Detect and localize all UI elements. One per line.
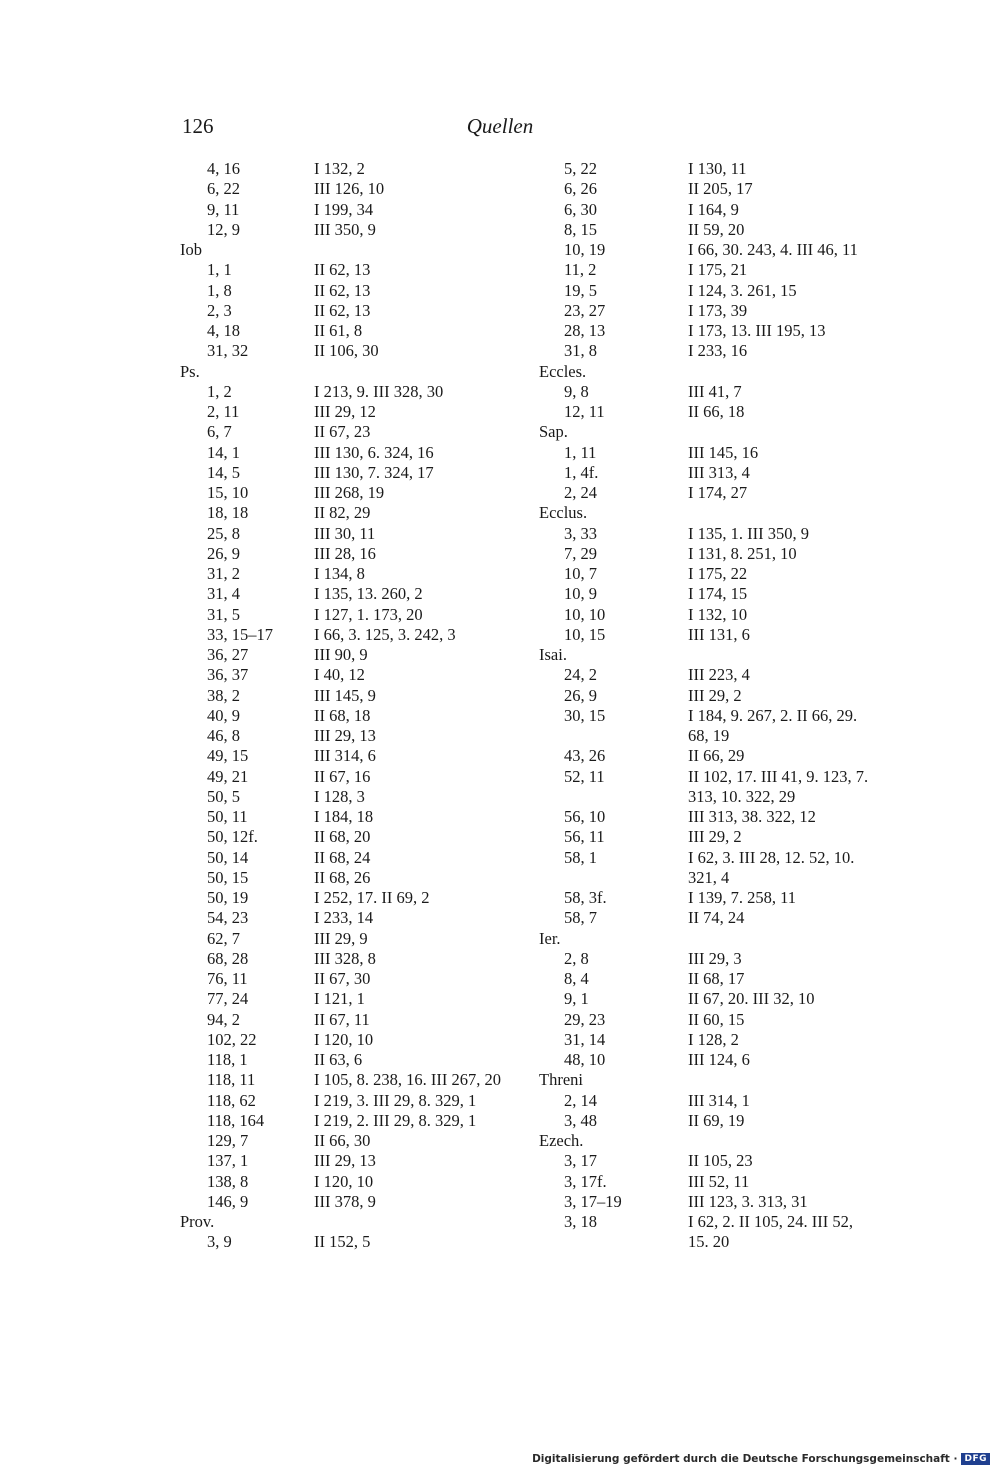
page-locator: 321, 4 [688, 867, 730, 887]
page-locator: III 223, 4 [688, 665, 750, 685]
verse-reference: 2, 11 [207, 402, 240, 421]
page-locator: I 127, 1. 173, 20 [314, 604, 423, 624]
page-locator: II 69, 19 [688, 1110, 745, 1130]
page-locator: II 68, 26 [314, 867, 371, 887]
page-locator: III 131, 6 [688, 624, 750, 644]
verse-reference: 28, 13 [564, 321, 606, 340]
page-locator: I 173, 13. III 195, 13 [688, 321, 826, 340]
page-locator: III 145, 16 [688, 442, 759, 462]
page-locator: I 213, 9. III 328, 30 [314, 381, 444, 401]
page-locator: III 29, 3 [688, 948, 742, 968]
page-locator: III 328, 8 [314, 948, 376, 968]
verse-reference: 1, 1 [207, 260, 232, 280]
page-locator: III 130, 6. 324, 16 [314, 442, 434, 462]
page-locator: II 62, 13 [314, 280, 371, 300]
page-locator: I 233, 16 [688, 341, 748, 361]
page-locator: III 123, 3. 313, 31 [688, 1191, 808, 1211]
book-name: Eccles. [539, 361, 587, 381]
page-locator: III 350, 9 [314, 219, 376, 239]
page-locator: III 314, 6 [314, 746, 376, 766]
verse-reference: 58, 1 [564, 847, 597, 867]
page-locator: III 90, 9 [314, 645, 368, 664]
verse-reference: 9, 11 [207, 199, 240, 219]
verse-reference: 31, 4 [207, 584, 240, 604]
verse-reference: 40, 9 [207, 705, 240, 725]
verse-reference: 14, 1 [207, 442, 240, 462]
verse-reference: 50, 19 [207, 888, 249, 907]
page-locator: I 124, 3. 261, 15 [688, 280, 797, 300]
verse-reference: 3, 33 [564, 523, 597, 543]
page-locator: III 28, 16 [314, 543, 376, 563]
verse-reference: 50, 15 [207, 867, 249, 887]
book-name: Prov. [180, 1212, 215, 1231]
page-locator: II 62, 13 [314, 260, 371, 280]
verse-reference: 118, 164 [207, 1110, 265, 1130]
page-locator: I 132, 10 [688, 604, 748, 624]
verse-reference: 11, 2 [564, 260, 597, 280]
verse-reference: 10, 9 [564, 584, 597, 604]
verse-reference: 1, 2 [207, 381, 232, 401]
dfg-logo: DFG [961, 1453, 990, 1465]
verse-reference: 138, 8 [207, 1171, 249, 1191]
page-locator: I 139, 7. 258, 11 [688, 888, 797, 907]
page-locator: 15. 20 [688, 1232, 730, 1252]
page-locator: I 66, 30. 243, 4. III 46, 11 [688, 240, 858, 259]
verse-reference: 10, 7 [564, 564, 597, 583]
verse-reference: 76, 11 [207, 969, 248, 988]
verse-reference: 10, 15 [564, 624, 606, 644]
page-locator: II 67, 20. III 32, 10 [688, 989, 815, 1009]
verse-reference: 4, 16 [207, 159, 240, 178]
page-locator: I 130, 11 [688, 159, 747, 178]
page-locator: II 63, 6 [314, 1050, 363, 1069]
verse-reference: 15, 10 [207, 483, 249, 502]
verse-reference: 3, 18 [564, 1212, 597, 1231]
page-locator: II 66, 18 [688, 402, 745, 421]
page-locator: II 74, 24 [688, 908, 745, 928]
verse-reference: 54, 23 [207, 908, 249, 928]
verse-reference: 31, 14 [564, 1029, 606, 1049]
page-locator: II 68, 24 [314, 847, 371, 867]
page-locator: III 314, 1 [688, 1090, 750, 1110]
page-locator: 68, 19 [688, 726, 730, 745]
page-locator: I 219, 3. III 29, 8. 329, 1 [314, 1090, 477, 1110]
verse-reference: 2, 8 [564, 948, 589, 968]
verse-reference: 50, 12f. [207, 827, 258, 847]
page-locator: I 40, 12 [314, 665, 365, 685]
book-name: Sap. [539, 422, 568, 442]
verse-reference: 29, 23 [564, 1009, 606, 1029]
verse-reference: 137, 1 [207, 1151, 249, 1171]
verse-reference: 2, 3 [207, 300, 232, 320]
page-locator: I 131, 8. 251, 10 [688, 543, 797, 563]
verse-reference: 2, 14 [564, 1090, 597, 1110]
verse-reference: 49, 21 [207, 766, 249, 786]
page-locator: II 59, 20 [688, 219, 745, 239]
page-locator: II 68, 17 [688, 969, 745, 988]
page-locator: I 184, 9. 267, 2. II 66, 29. [688, 705, 858, 725]
page-locator: III 30, 11 [314, 523, 376, 543]
verse-reference: 12, 9 [207, 219, 240, 239]
verse-reference: 5, 22 [564, 159, 597, 178]
verse-reference: 30, 15 [564, 705, 606, 725]
book-name: Ps. [180, 361, 200, 381]
verse-reference: 10, 10 [564, 604, 606, 624]
page-locator: II 106, 30 [314, 341, 379, 361]
page-locator: II 67, 16 [314, 766, 371, 786]
verse-reference: 3, 9 [207, 1232, 232, 1252]
page-locator: III 41, 7 [688, 381, 742, 401]
verse-reference: 118, 1 [207, 1050, 248, 1069]
page-locator: II 67, 30 [314, 969, 371, 988]
page-locator: II 205, 17 [688, 179, 753, 199]
page-locator: III 313, 38. 322, 12 [688, 807, 816, 826]
verse-reference: 6, 7 [207, 422, 232, 442]
book-name: Threni [539, 1070, 583, 1090]
page-locator: I 128, 2 [688, 1029, 739, 1049]
page-locator: III 130, 7. 324, 17 [314, 462, 434, 482]
book-name: Ecclus. [539, 503, 588, 523]
page-locator: I 120, 10 [314, 1171, 374, 1191]
page-locator: II 67, 11 [314, 1009, 370, 1029]
page-locator: II 152, 5 [314, 1232, 371, 1252]
page-locator: I 132, 2 [314, 159, 365, 178]
verse-reference: 31, 5 [207, 604, 240, 624]
page-locator: III 145, 9 [314, 685, 376, 705]
verse-reference: 58, 3f. [564, 888, 607, 907]
verse-reference: 49, 15 [207, 746, 249, 766]
verse-reference: 12, 11 [564, 402, 605, 421]
verse-reference: 3, 17 [564, 1151, 597, 1171]
page-locator: II 82, 29 [314, 503, 371, 523]
page-locator: I 175, 22 [688, 564, 748, 583]
book-name: Ezech. [539, 1131, 584, 1150]
verse-reference: 2, 24 [564, 483, 597, 502]
page-locator: I 233, 14 [314, 908, 374, 928]
book-name: Iob [180, 240, 202, 259]
page-locator: II 105, 23 [688, 1151, 753, 1171]
page-locator: III 268, 19 [314, 483, 385, 502]
verse-reference: 56, 10 [564, 807, 606, 826]
page-locator: I 105, 8. 238, 16. III 267, 20 [314, 1070, 501, 1090]
verse-reference: 24, 2 [564, 665, 597, 685]
verse-reference: 1, 4f. [564, 462, 599, 482]
verse-reference: 26, 9 [564, 685, 597, 705]
verse-reference: 118, 62 [207, 1090, 256, 1110]
credit-text: Digitalisierung gefördert durch die Deutsche Forschungsgemeinschaft · [532, 1453, 958, 1465]
page-locator: III 29, 2 [688, 685, 742, 705]
page-locator: III 29, 9 [314, 928, 368, 948]
page-locator: I 174, 15 [688, 584, 748, 604]
verse-reference: 3, 17f. [564, 1171, 607, 1191]
verse-reference: 38, 2 [207, 685, 240, 705]
verse-reference: 146, 9 [207, 1191, 249, 1211]
running-title: Quellen [466, 114, 534, 138]
verse-reference: 8, 15 [564, 219, 597, 239]
page-locator: III 29, 13 [314, 1151, 376, 1171]
page-locator: I 120, 10 [314, 1029, 374, 1049]
page-locator: I 62, 2. II 105, 24. III 52, [688, 1212, 853, 1231]
verse-reference: 118, 11 [207, 1070, 256, 1090]
verse-reference: 10, 19 [564, 240, 606, 259]
verse-reference: 36, 37 [207, 665, 249, 685]
verse-reference: 6, 26 [564, 179, 597, 199]
page-locator: III 313, 4 [688, 462, 750, 482]
verse-reference: 43, 26 [564, 746, 606, 766]
verse-reference: 23, 27 [564, 300, 606, 320]
verse-reference: 31, 8 [564, 341, 597, 361]
page-locator: I 184, 18 [314, 807, 374, 826]
verse-reference: 77, 24 [207, 989, 249, 1009]
page-number: 126 [182, 114, 214, 138]
verse-reference: 6, 30 [564, 199, 597, 219]
verse-reference: 58, 7 [564, 908, 597, 928]
verse-reference: 94, 2 [207, 1009, 240, 1029]
page-locator: 313, 10. 322, 29 [688, 786, 796, 806]
page-locator: III 29, 12 [314, 402, 376, 421]
verse-reference: 50, 5 [207, 786, 240, 806]
verse-reference: 50, 14 [207, 847, 249, 867]
verse-reference: 4, 18 [207, 321, 240, 340]
verse-reference: 19, 5 [564, 280, 597, 300]
verse-reference: 1, 8 [207, 280, 232, 300]
verse-reference: 46, 8 [207, 726, 240, 745]
page-locator: III 124, 6 [688, 1050, 750, 1069]
page-locator: I 174, 27 [688, 483, 748, 502]
verse-reference: 129, 7 [207, 1131, 249, 1150]
page-locator: I 134, 8 [314, 564, 365, 583]
page-locator: I 135, 13. 260, 2 [314, 584, 423, 604]
verse-reference: 26, 9 [207, 543, 240, 563]
page-locator: II 62, 13 [314, 300, 371, 320]
verse-reference: 9, 1 [564, 989, 589, 1009]
verse-reference: 6, 22 [207, 179, 240, 199]
page-locator: III 378, 9 [314, 1191, 376, 1211]
page-locator: I 175, 21 [688, 260, 748, 280]
book-name: Isai. [539, 645, 567, 664]
verse-reference: 56, 11 [564, 827, 605, 847]
page-locator: III 52, 11 [688, 1171, 750, 1191]
verse-reference: 14, 5 [207, 462, 240, 482]
page-locator: I 135, 1. III 350, 9 [688, 523, 809, 543]
verse-reference: 50, 11 [207, 807, 248, 826]
verse-reference: 68, 28 [207, 948, 249, 968]
page-locator: II 102, 17. III 41, 9. 123, 7. [688, 766, 869, 786]
page-locator: I 128, 3 [314, 786, 365, 806]
book-name: Ier. [539, 928, 561, 948]
page-locator: I 62, 3. III 28, 12. 52, 10. [688, 847, 855, 867]
page-locator: I 121, 1 [314, 989, 365, 1009]
verse-reference: 7, 29 [564, 543, 597, 563]
verse-reference: 31, 2 [207, 564, 240, 583]
page-locator: II 66, 29 [688, 746, 745, 766]
page-locator: I 66, 3. 125, 3. 242, 3 [314, 624, 456, 644]
page-locator: III 126, 10 [314, 179, 385, 199]
verse-reference: 48, 10 [564, 1050, 606, 1069]
digitization-credit [532, 1453, 990, 1465]
verse-reference: 102, 22 [207, 1029, 257, 1049]
page-locator: III 29, 2 [688, 827, 742, 847]
verse-reference: 31, 32 [207, 341, 249, 361]
page-locator: III 29, 13 [314, 726, 376, 745]
verse-reference: 62, 7 [207, 928, 240, 948]
verse-reference: 36, 27 [207, 645, 249, 664]
page-locator: I 199, 34 [314, 199, 374, 219]
verse-reference: 8, 4 [564, 969, 589, 988]
verse-reference: 18, 18 [207, 503, 249, 523]
verse-reference: 25, 8 [207, 523, 240, 543]
page-locator: II 61, 8 [314, 321, 363, 340]
page-locator: I 164, 9 [688, 199, 739, 219]
verse-reference: 3, 48 [564, 1110, 597, 1130]
page-locator: I 252, 17. II 69, 2 [314, 888, 430, 907]
page-locator: I 173, 39 [688, 300, 748, 320]
verse-reference: 52, 11 [564, 766, 605, 786]
verse-reference: 3, 17–19 [564, 1191, 622, 1211]
page-locator: II 68, 20 [314, 827, 371, 847]
page-locator: I 219, 2. III 29, 8. 329, 1 [314, 1110, 477, 1130]
verse-reference: 9, 8 [564, 381, 589, 401]
page-locator: II 67, 23 [314, 422, 371, 442]
page-locator: II 68, 18 [314, 705, 371, 725]
verse-reference: 1, 11 [564, 442, 597, 462]
verse-reference: 33, 15–17 [207, 624, 273, 644]
page-locator: II 66, 30 [314, 1131, 371, 1150]
page-locator: II 60, 15 [688, 1009, 745, 1029]
